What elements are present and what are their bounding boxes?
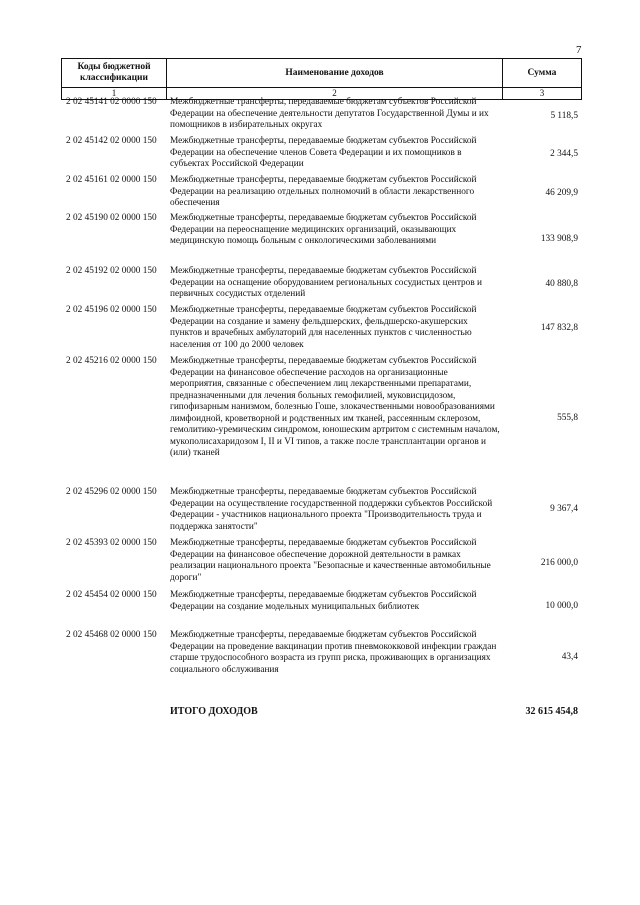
header-num-2: 2 (167, 88, 503, 100)
total-label: ИТОГО ДОХОДОВ (170, 706, 258, 717)
row-code: 2 02 45393 02 0000 150 (66, 538, 157, 548)
row-code: 2 02 45192 02 0000 150 (66, 266, 157, 276)
row-name: Межбюджетные трансферты, передаваемые бюджетам субъектов Российской Федерации на обеспечение членов Совета Федерации и их помощников в субъектах Российской Федерации (170, 136, 477, 169)
row-name: Межбюджетные трансферты, передаваемые бюджетам субъектов Российской Федерации на проведение вакцинации против пневмококковой инфекции граждан старше трудоспособного возраста из групп риска, проживающих в организациях социального обслуживания (170, 630, 497, 675)
row-name: Межбюджетные трансферты, передаваемые бюджетам субъектов Российской Федерации на создание и замену фельдшерских, фельдшерско-акушерских пунктов и врачебных амбулаторий для населенных пунктов с численностью населения от 100 до 2000 человек (170, 305, 477, 350)
row-amount: 10 000,0 (545, 601, 578, 611)
header-codes: Коды бюджетной классификации (62, 59, 167, 88)
table-header (61, 58, 582, 100)
row-code: 2 02 45141 02 0000 150 (66, 97, 157, 107)
header-amount: Сумма (503, 59, 582, 88)
row-amount: 9 367,4 (550, 504, 578, 514)
row-amount: 555,8 (557, 413, 578, 423)
row-name: Межбюджетные трансферты, передаваемые бюджетам субъектов Российской Федерации на осуществление государственной поддержки субъектов Российской Федерации - участников национального проекта "Производительность труда и поддержка занятости" (170, 487, 493, 532)
row-amount: 147 832,8 (540, 323, 578, 333)
total-value: 32 615 454,8 (525, 706, 578, 717)
row-amount: 40 880,8 (545, 279, 578, 289)
row-name: Межбюджетные трансферты, передаваемые бюджетам субъектов Российской Федерации на финансовое обеспечение дорожной деятельности в рамках реализации национального проекта "Безопасные и качественные автомобильные дороги" (170, 538, 491, 583)
row-code: 2 02 45196 02 0000 150 (66, 305, 157, 315)
row-code: 2 02 45296 02 0000 150 (66, 487, 157, 497)
row-amount: 43,4 (561, 652, 578, 662)
header-num-3: 3 (503, 88, 582, 100)
row-code: 2 02 45468 02 0000 150 (66, 630, 157, 640)
row-code: 2 02 45216 02 0000 150 (66, 356, 157, 366)
row-name: Межбюджетные трансферты, передаваемые бюджетам субъектов Российской Федерации на финансовое обеспечение расходов на организационные мероприятия, связанные с обеспечением лиц лекарственными препаратами, предназначенными для лечения больных гемофилией, муковисцидозом, гипофизарным нанизмом, болезнью Гоше, злокачественными новообразованиями лимфоидной, кроветворной и родственных им тканей, рассеянным склерозом, гемолитико-уремическим синдромом, юношеским артритом с системным началом, мукополисахаридозом I, II и VI типов, а также после трансплантации органов и (или) тканей (170, 356, 500, 458)
row-code: 2 02 45161 02 0000 150 (66, 175, 157, 185)
page-number: 7 (576, 44, 582, 56)
row-name: Межбюджетные трансферты, передаваемые бюджетам субъектов Российской Федерации на реализацию отдельных полномочий в области лекарственного обеспечения (170, 175, 477, 208)
row-amount: 2 344,5 (550, 149, 578, 159)
row-amount: 5 118,5 (550, 111, 578, 121)
row-name: Межбюджетные трансферты, передаваемые бюджетам субъектов Российской Федерации на оснащение оборудованием региональных сосудистых центров и первичных сосудистых отделений (170, 266, 483, 299)
header-num-1: 1 (62, 88, 167, 100)
row-name: Межбюджетные трансферты, передаваемые бюджетам субъектов Российской Федерации на обеспечение деятельности депутатов Государственной Думы и их помощников в избирательных округах (170, 97, 489, 130)
row-name: Межбюджетные трансферты, передаваемые бюджетам субъектов Российской Федерации на создание модельных муниципальных библиотек (170, 590, 477, 612)
row-code: 2 02 45142 02 0000 150 (66, 136, 157, 146)
row-code: 2 02 45454 02 0000 150 (66, 590, 157, 600)
row-name: Межбюджетные трансферты, передаваемые бюджетам субъектов Российской Федерации на переоснащение медицинских организаций, оказывающих медицинскую помощь больным с онкологическими заболеваниями (170, 213, 477, 246)
row-code: 2 02 45190 02 0000 150 (66, 213, 157, 223)
row-amount: 216 000,0 (540, 558, 578, 568)
header-name: Наименование доходов (167, 59, 503, 88)
row-amount: 46 209,9 (545, 188, 578, 198)
row-amount: 133 908,9 (540, 234, 578, 244)
